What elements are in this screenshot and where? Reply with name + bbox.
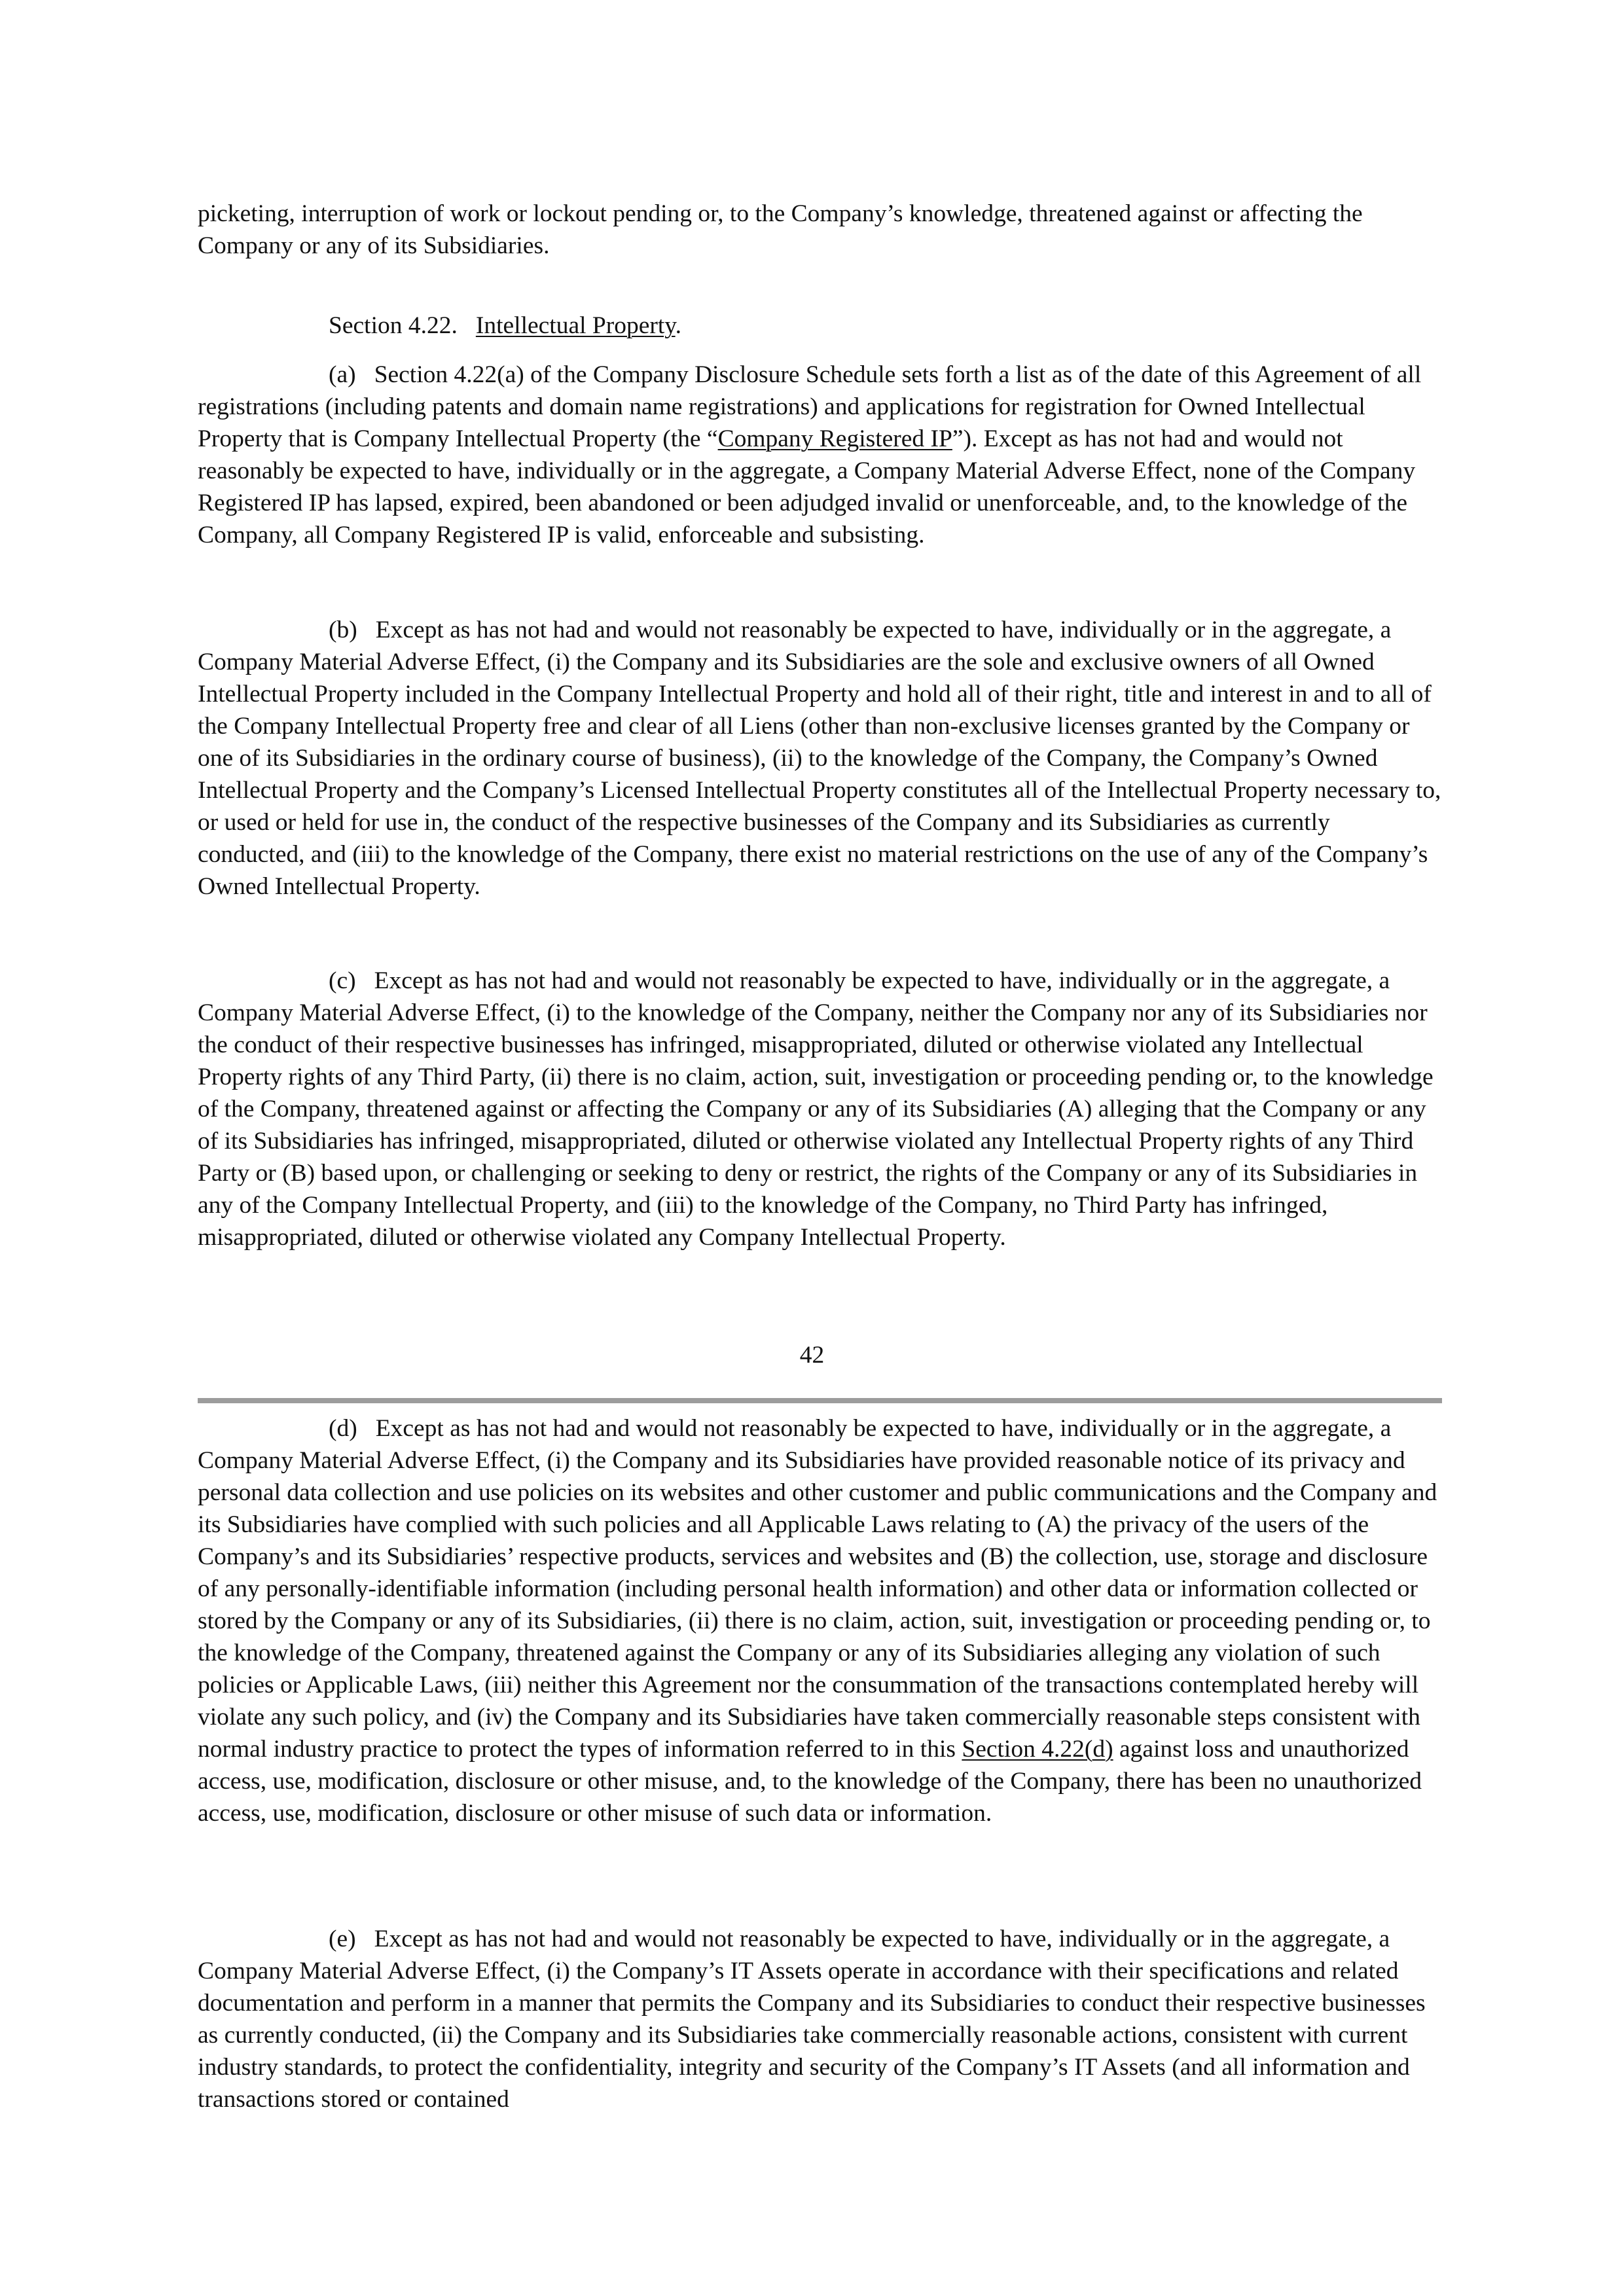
paragraph-c-body: Except as has not had and would not reasonably be expected to have, individually or in the aggregate, a Company Material Adverse Effect, (i) to the knowledge of the Company, neither the Company nor any of its Subsidiaries nor the conduct of their respective businesses has infringed, misappropriated, diluted or otherwise violated any Intellectual Property rights of any Third Party, (ii) there is no claim, action, suit, investigation or proceeding pending or, to the knowledge of the Company, threatened against or affecting the Company or any of its Subsidiaries (A) alleging that the Company or any of its Subsidiaries has infringed, misappropriated, diluted or otherwise violated any Intellectual Property rights of any Third Party or (B) based upon, or challenging or seeking to deny or restrict, the rights of the Company or any of its Subsidiaries in any of the Company Intellectual Property, and (iii) to the knowledge of the Company, no Third Party has infringed, misappropriated, diluted or otherwise violated any Company Intellectual Property. bbox=[198, 967, 1434, 1251]
paragraph-d bbox=[198, 1412, 1441, 1829]
section-heading bbox=[198, 310, 1441, 342]
paragraph-d-body-end: against loss and unauthorized access, use, modification, disclosure or other misuse, and, to the knowledge of the Company, there has been no unauthorized access, use, modification, disclosure or other misuse of such data or information. bbox=[198, 1736, 1422, 1827]
paragraph-c bbox=[198, 965, 1441, 1253]
paragraph-e-text bbox=[198, 1923, 1441, 2115]
paragraph-b-body: Except as has not had and would not reasonably be expected to have, individually or in the aggregate, a Company Material Adverse Effect, (i) the Company and its Subsidiaries are the sole and exclusive owners of all Owned Intellectual Property included in the Company Intellectual Property and hold all of their right, title and interest in and to all of the Company Intellectual Property free and clear of all Liens (other than non-exclusive licenses granted by the Company or one of its Subsidiaries in the ordinary course of business), (ii) to the knowledge of the Company, the Company’s Owned Intellectual Property and the Company’s Licensed Intellectual Property constitutes all of the Intellectual Property necessary to, or used or held for use in, the conduct of the respective businesses of the Company and its Subsidiaries as currently conducted, and (iii) to the knowledge of the Company, there exist no material restrictions on the use of any of the Company’s Owned Intellectual Property. bbox=[198, 617, 1441, 900]
paragraph-a bbox=[198, 359, 1441, 551]
paragraph-c-label: (c) bbox=[329, 967, 356, 994]
continuation-paragraph bbox=[198, 198, 1441, 262]
paragraph-a-body-end: ”). Except as has not had and would not reasonably be expected to have, individually or in the aggregate, a Company Material Adverse Effect, none of the Company Registered IP has lapsed, expired, been abandoned or been adjudged invalid or unenforceable, and, to the knowledge of the Company, all Company Registered IP is valid, enforceable and subsisting. bbox=[198, 425, 1416, 548]
paragraph-b-label: (b) bbox=[329, 617, 357, 643]
paragraph-a-text bbox=[198, 359, 1441, 551]
paragraph-e bbox=[198, 1923, 1441, 2115]
section-heading-line bbox=[198, 310, 1441, 342]
paragraph-d-label: (d) bbox=[329, 1415, 357, 1442]
page-number: 42 bbox=[799, 1342, 825, 1369]
paragraph-e-label: (e) bbox=[329, 1926, 356, 1952]
section-title-period: . bbox=[675, 312, 681, 339]
section-reference-link: Section 4.22(d) bbox=[962, 1736, 1113, 1763]
paragraph-d-body-start: Except as has not had and would not reasonably be expected to have, individually or in the aggregate, a Company Material Adverse Effect, (i) the Company and its Subsidiaries have provided reasonable notice of its privacy and personal data collection and use policies on its websites and other customer and public communications and the Company and its Subsidiaries have complied with such policies and all Applicable Laws relating to (A) the privacy of the users of the Company’s and its Subsidiaries’ respective products, services and websites and (B) the collection, use, storage and disclosure of any personally-identifiable information (including personal health information) and other data or information collected or stored by the Company or any of its Subsidiaries, (ii) there is no claim, action, suit, investigation or proceeding pending or, to the knowledge of the Company, threatened against the Company or any of its Subsidiaries alleging any violation of such policies or Applicable Laws, (iii) neither this Agreement nor the consummation of the transactions contemplated hereby will violate any such policy, and (iv) the Company and its Subsidiaries have taken commercially reasonable steps consistent with normal industry practice to protect the types of information referred to in this bbox=[198, 1415, 1437, 1763]
continuation-text: picketing, interruption of work or lockout pending or, to the Company’s knowledge, threatened against or affecting the Company or any of its Subsidiaries. bbox=[198, 200, 1363, 259]
paragraph-b-text bbox=[198, 614, 1441, 903]
paragraph-a-label: (a) bbox=[329, 361, 356, 388]
paragraph-b bbox=[198, 614, 1441, 903]
paragraph-e-body: Except as has not had and would not reasonably be expected to have, individually or in the aggregate, a Company Material Adverse Effect, (i) the Company’s IT Assets operate in accordance with their specifications and related documentation and perform in a manner that permits the Company and its Subsidiaries to conduct their respective businesses as currently conducted, (ii) the Company and its Subsidiaries take commercially reasonable actions, consistent with current industry standards, to protect the confidentiality, integrity and security of the Company’s IT Assets (and all information and transactions stored or contained bbox=[198, 1926, 1426, 2113]
section-number: Section 4.22. bbox=[329, 312, 458, 339]
paragraph-d-text bbox=[198, 1412, 1441, 1829]
page-separator bbox=[198, 1398, 1442, 1403]
section-title: Intellectual Property bbox=[475, 312, 676, 339]
defined-term-company-registered-ip: Company Registered IP bbox=[717, 425, 952, 452]
paragraph-a-body-start: Section 4.22(a) of the Company Disclosure Schedule sets forth a list as of the date of this Agreement of all registrations (including patents and domain name registrations) and applications for registration for Owned Intellectual Property that is Company Intellectual Property (the “ bbox=[198, 361, 1422, 452]
paragraph-c-text bbox=[198, 965, 1441, 1253]
